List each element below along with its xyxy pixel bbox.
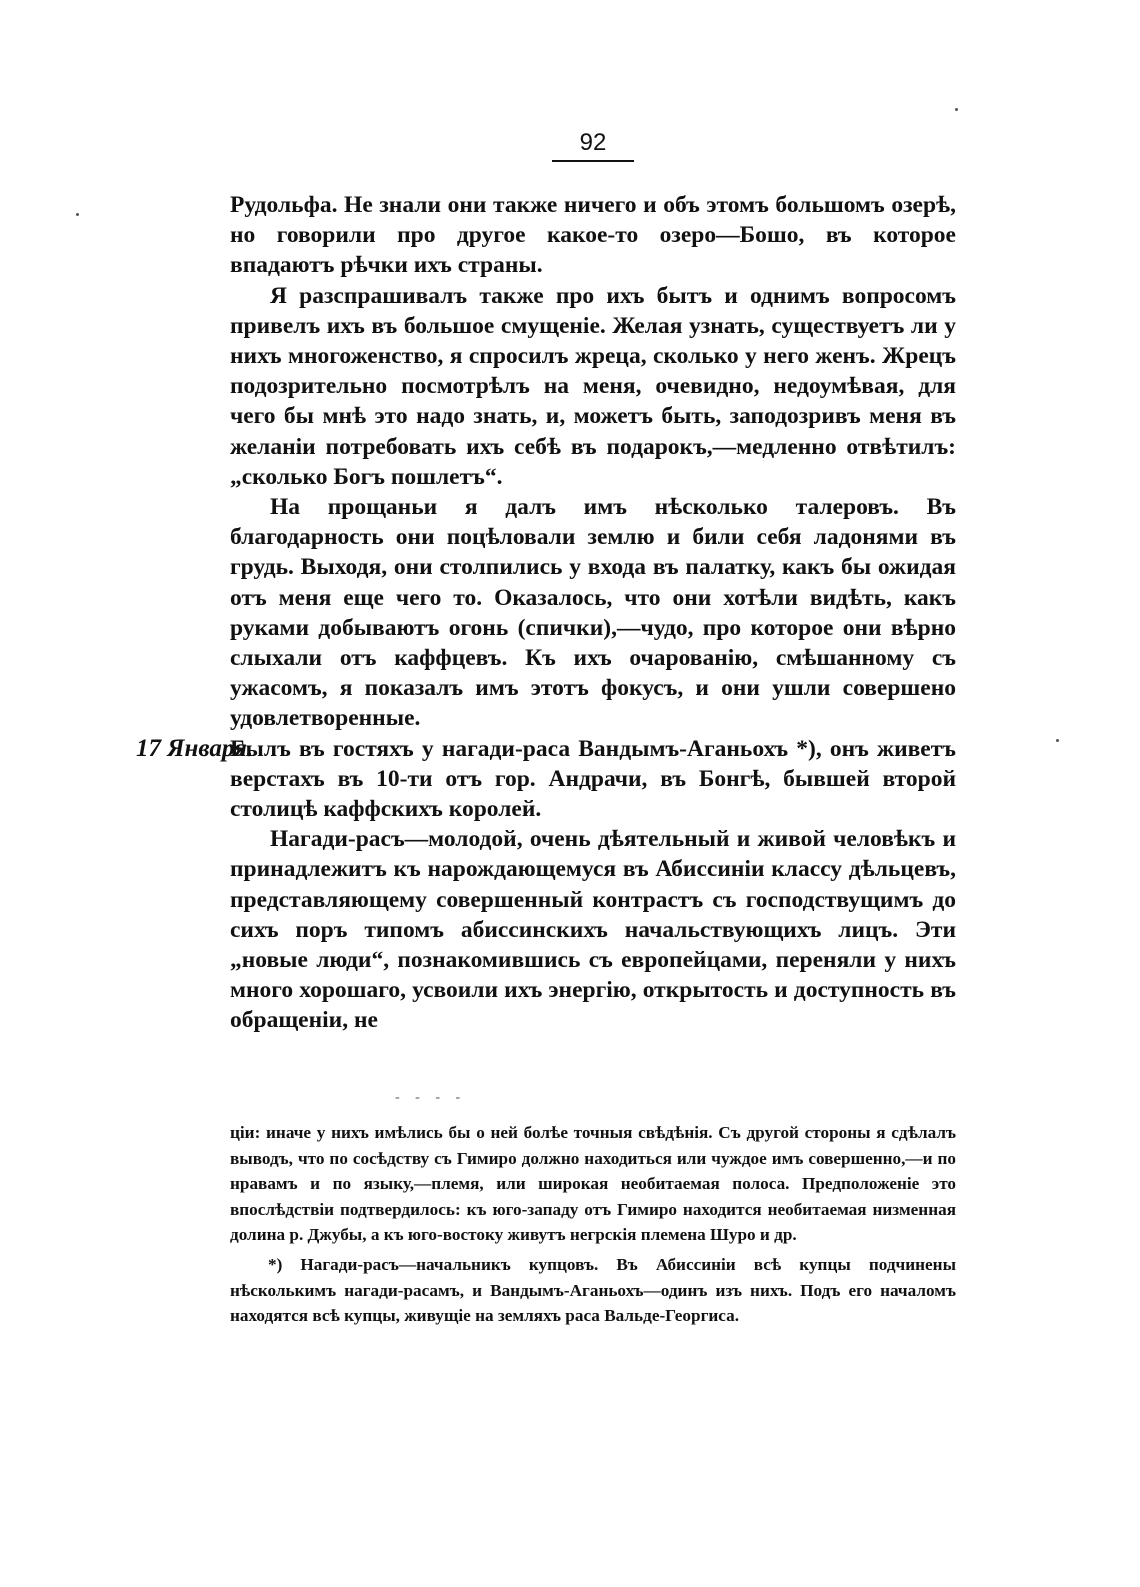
footnote-continued: ціи: иначе у нихъ имѣлись бы о ней болѣе точныя свѣдѣнія. Съ другой стороны я сдѣлалъ выводъ, что по сосѣдству съ Гимиро должно находиться или чуждое имъ совершенно,—и по нравамъ и по языку,—племя, или широкая необитаемая полоса. Предположеніе это впослѣдствіи подтвердилось: къ юго-западу отъ Гимиро находится необитаемая низменная долина р. Джубы, а къ юго-востоку живутъ негрскія племена Шуро и др. — [230, 1123, 956, 1245]
paragraph-questions: Я разспрашивалъ также про ихъ бытъ и однимъ вопросомъ привелъ ихъ въ большое смущеніе. Желая узнать, существуетъ ли у нихъ многоженство, я спросилъ жреца, сколько у него женъ. Жрецъ подозрительно посмотрѣлъ на меня, очевидно, недоумѣвая, для чего бы мнѣ это надо знать, и, можетъ быть, заподозривъ меня въ желаніи потребовать ихъ себѣ въ подарокъ,—медленно отвѣтилъ: „сколько Богъ пошлетъ“. — [230, 282, 956, 490]
page-number-rule — [552, 160, 634, 162]
paragraph-continued: Рудольфа. Не знали они также ничего и объ этомъ большомъ озерѣ, но говорили про другое какое-то озеро—Бошо, въ которое впадаютъ рѣчки ихъ страны. — [230, 192, 956, 279]
entry-date: 17 Января. — [136, 734, 254, 762]
diary-entry — [136, 734, 956, 825]
paragraph-visit: Былъ въ гостяхъ у нагади-раса Вандымъ-Аганьохъ *), онъ живетъ верстахъ въ 10-ти отъ гор. Андрачи, въ Бонгѣ, бывшей второй столицѣ каффскихъ королей. — [230, 735, 956, 823]
footnotes — [230, 1120, 956, 1329]
paragraph-farewell: На прощаньи я далъ имъ нѣсколько талеровъ. Въ благодарность они поцѣловали землю и били себя ладонями въ грудь. Выходя, они столпились у входа въ палатку, какъ бы ожидая отъ меня еще чего то. Оказалось, что они хотѣли видѣть, какъ руками добываютъ огонь (спички),—чудо, про которое они вѣрно слыхали отъ каффцевъ. Къ ихъ очарованію, смѣшанному съ ужасомъ, я показалъ имъ этотъ фокусъ, и они ушли совершено удовлетворенные. — [230, 494, 956, 732]
main-text — [136, 190, 956, 1036]
footnote-nagadi-ras: *) Нагади-расъ—начальникъ купцовъ. Въ Абиссиніи всѣ купцы подчинены нѣсколькимъ нагади-расамъ, и Вандымъ-Аганьохъ—одинъ изъ нихъ. Подъ его началомъ находятся всѣ купцы, живущіе на земляхъ раса Вальде-Георгиса. — [230, 1254, 956, 1326]
paragraph-nagadi-ras: Нагади-расъ—молодой, очень дѣятельный и живой человѣкъ и принадлежитъ къ нарождающемуся въ Абиссиніи классу дѣльцевъ, представляющему совершенный контрастъ съ господствущимъ до сихъ поръ типомъ абиссинскихъ начальствующихъ лицъ. Эти „новые люди“, познакомившись съ европейцами, переняли у нихъ много хорошаго, усвоили ихъ энергію, открытость и доступность въ обращеніи, не — [230, 826, 956, 1034]
margin-speck — [76, 213, 79, 216]
footnote-separator: - - - - — [395, 1090, 467, 1105]
margin-speck — [1056, 739, 1059, 742]
page-number: 92 — [579, 129, 607, 156]
margin-speck — [955, 108, 958, 111]
